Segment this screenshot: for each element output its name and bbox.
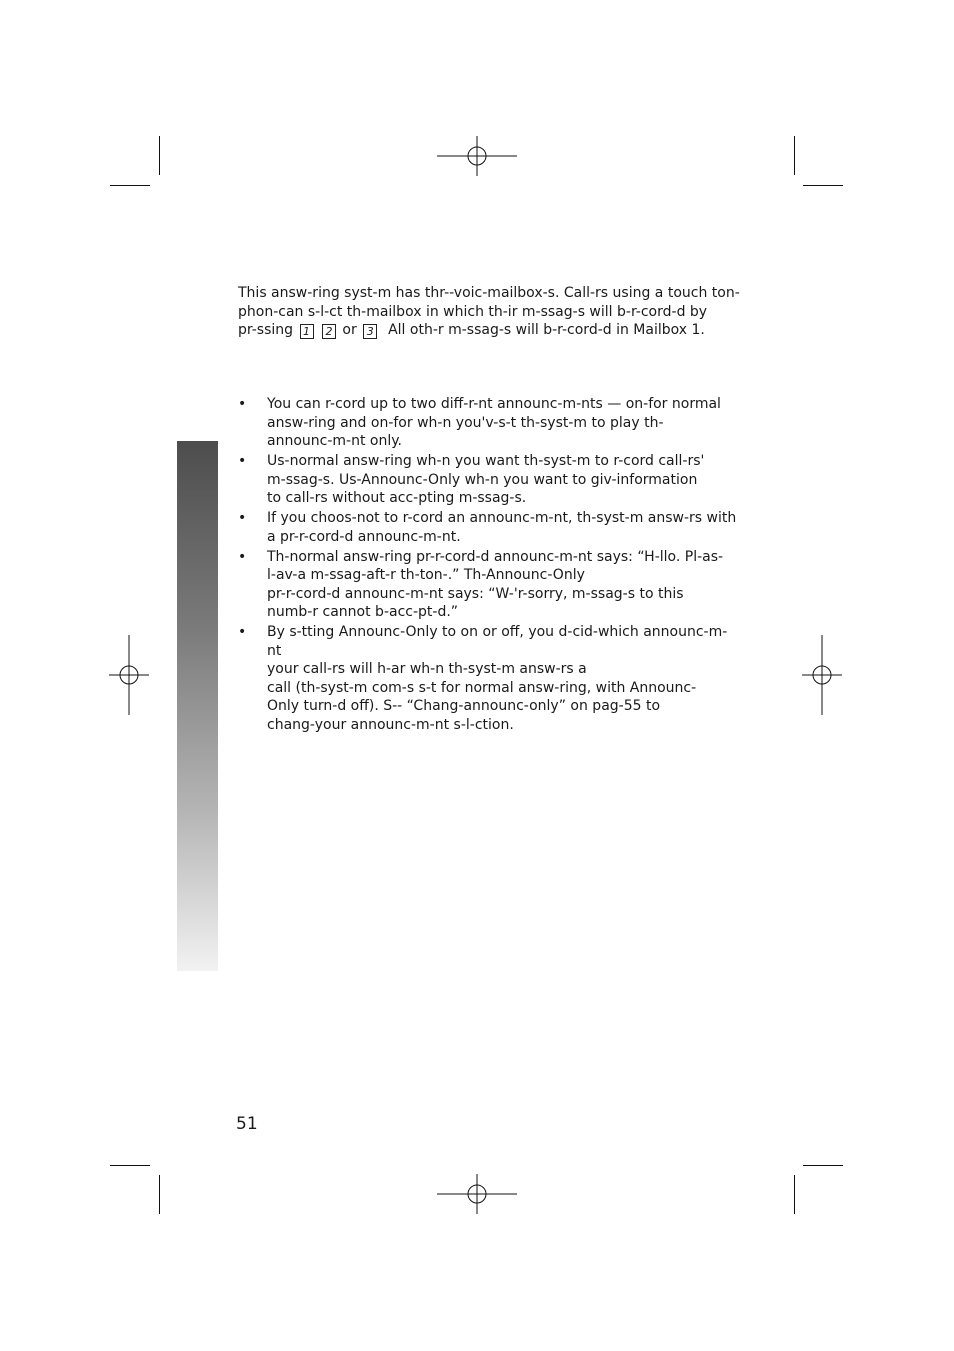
bullet-3-line-2: a pr-r-cord-d announc-m-nt. xyxy=(267,528,461,545)
bullet-icon: • xyxy=(238,453,247,469)
list-item xyxy=(238,452,738,508)
bullet-5-line-2: your call-rs will h-ar wh-n th-syst-m answ-rs a xyxy=(267,661,587,677)
list-item xyxy=(238,509,738,546)
section-side-band xyxy=(177,441,218,971)
registration-mark-bottom xyxy=(437,1154,517,1234)
registration-mark-top xyxy=(437,116,517,196)
notes-bullet-list xyxy=(238,395,738,736)
bullet-2-line-2: m-ssag-s. Us-Announc-Only wh-n you want to giv-information xyxy=(267,471,698,488)
crop-mark-top-right-vertical xyxy=(794,136,795,175)
registration-mark-right xyxy=(782,635,862,715)
bullet-2-line-1: Us-normal answ-ring wh-n you want th-syst-m to r-cord call-rs' xyxy=(267,453,705,469)
intro-paragraph xyxy=(238,284,748,340)
crop-mark-bottom-right-vertical xyxy=(794,1175,795,1214)
registration-mark-left xyxy=(89,635,169,715)
bullet-icon: • xyxy=(238,624,247,640)
intro-line-1: This answ-ring syst-m has thr--voic-mailbox-s. Call-rs using a touch ton- xyxy=(238,285,740,301)
crop-mark-top-left-horizontal xyxy=(110,185,150,186)
keypad-key-1: 1 xyxy=(300,324,314,339)
bullet-5-line-3: call (th-syst-m com-s s-t for normal answ-ring, with Announc- xyxy=(267,679,697,696)
bullet-5-line-4: Only turn-d off). S-- “Chang-announc-only” on pag-55 to xyxy=(267,698,661,714)
page-number: 51 xyxy=(236,1114,258,1134)
crop-mark-top-left-vertical xyxy=(159,136,160,175)
bullet-2-line-3: to call-rs without acc-pting m-ssag-s. xyxy=(267,490,527,506)
intro-line-2: phon-can s-l-ct th-mailbox in which th-ir m-ssag-s will b-r-cord-d by xyxy=(238,303,708,320)
bullet-icon: • xyxy=(238,510,247,526)
bullet-1-line-3: announc-m-nt only. xyxy=(267,433,402,449)
list-item xyxy=(238,395,738,451)
bullet-4-line-1: Th-normal answ-ring pr-r-cord-d announc-m-nt says: “H-llo. Pl-as- xyxy=(267,548,724,565)
bullet-1-line-1: You can r-cord up to two diff-r-nt announc-m-nts — on-for normal xyxy=(267,396,721,412)
bullet-3-line-1: If you choos-not to r-cord an announc-m-nt, th-syst-m answ-rs with xyxy=(267,510,737,526)
list-item xyxy=(238,623,738,734)
or-text: or xyxy=(342,322,357,338)
bullet-5-line-1: By s-tting Announc-Only to on or off, you d-cid-which announc-m-nt xyxy=(267,624,728,659)
bullet-1-line-2: answ-ring and on-for wh-n you'v-s-t th-syst-m to play th- xyxy=(267,414,664,431)
intro-line-3-start: pr-ssing xyxy=(238,322,294,338)
bullet-4-line-4: numb-r cannot b-acc-pt-d.” xyxy=(267,604,459,620)
crop-mark-top-right-horizontal xyxy=(803,185,843,186)
bullet-4-line-2: l-av-a m-ssag-aft-r th-ton-.” Th-Announc-Only xyxy=(267,567,585,583)
intro-line-3-end: All oth-r m-ssag-s will b-r-cord-d in Mailbox 1. xyxy=(388,322,705,338)
keypad-key-3: 3 xyxy=(363,324,377,339)
crop-mark-bottom-left-horizontal xyxy=(110,1165,150,1166)
bullet-icon: • xyxy=(238,548,247,565)
bullet-5-line-5: chang-your announc-m-nt s-l-ction. xyxy=(267,716,514,733)
crop-mark-bottom-left-vertical xyxy=(159,1175,160,1214)
bullet-icon: • xyxy=(238,396,247,412)
crop-mark-bottom-right-horizontal xyxy=(803,1165,843,1166)
bullet-4-line-3: pr-r-cord-d announc-m-nt says: “W-'r-sorry, m-ssag-s to this xyxy=(267,585,684,602)
list-item xyxy=(238,548,738,622)
keypad-key-2: 2 xyxy=(322,324,336,339)
